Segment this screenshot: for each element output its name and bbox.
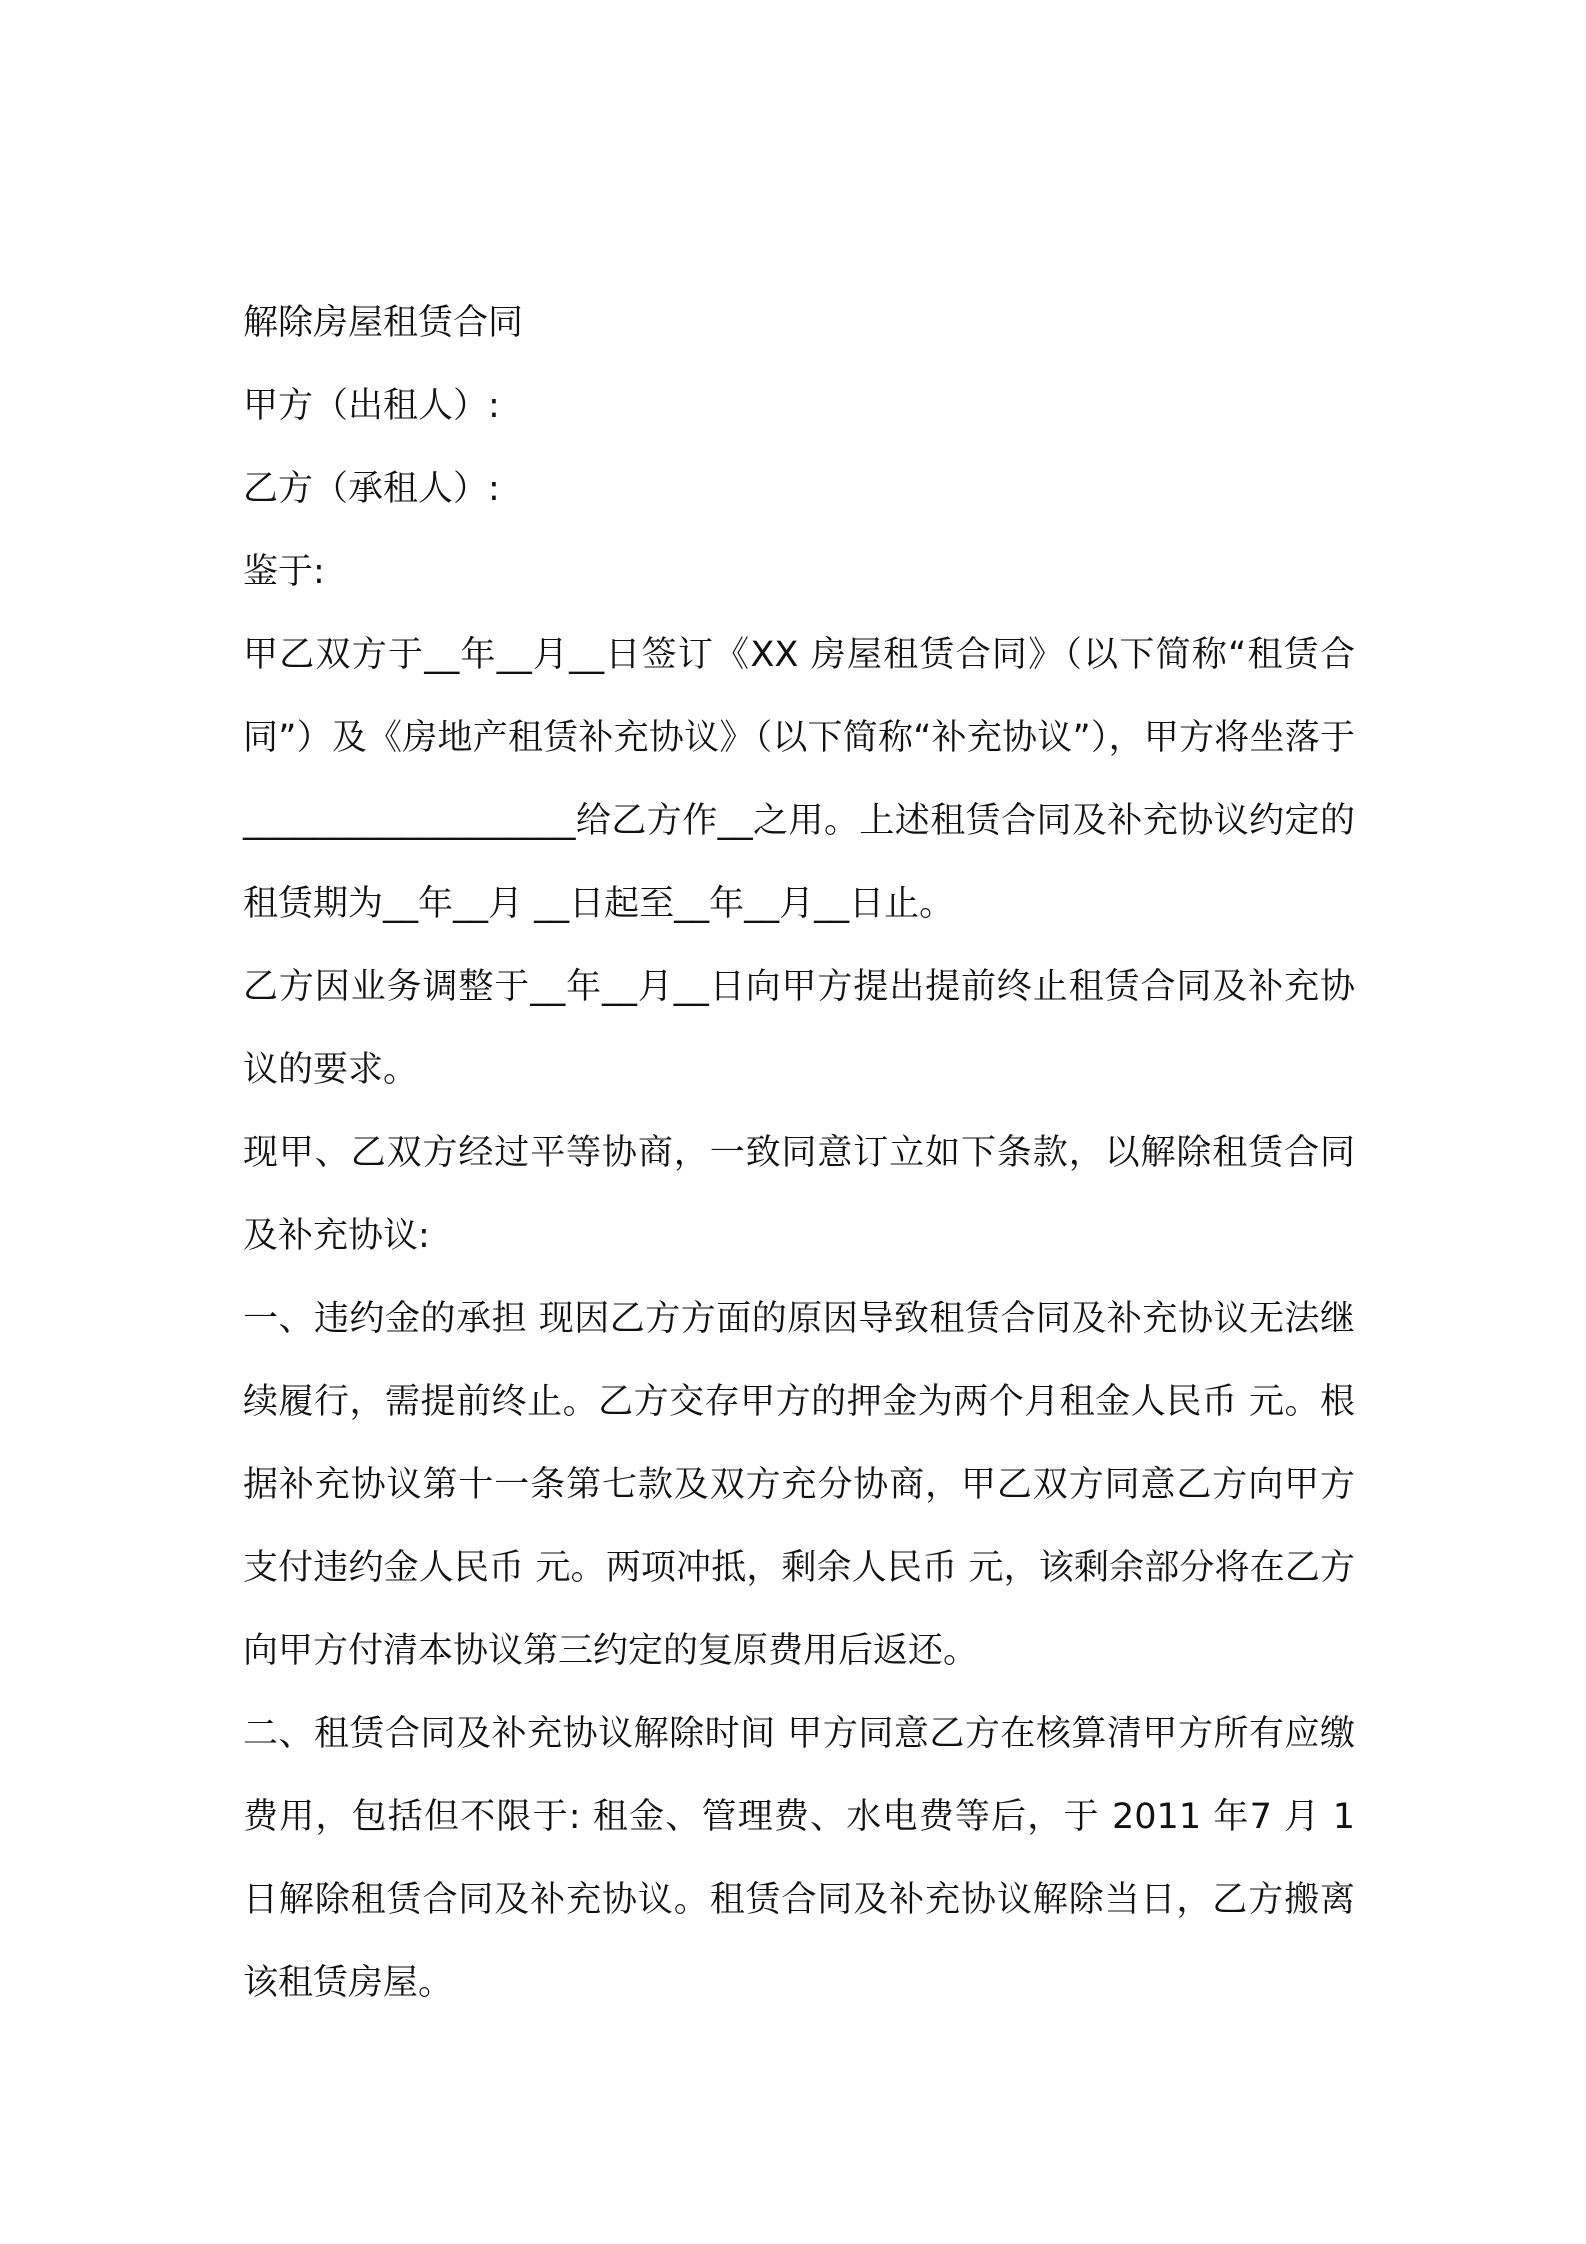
party-b-line: 乙方（承租人）: <box>243 469 500 509</box>
whereas-line: 鉴于: <box>243 552 325 592</box>
paragraph-agreement-intro: 现甲、乙双方经过平等协商，一致同意订立如下条款，以解除租赁合同及补充协议: <box>243 1133 1355 1256</box>
document-body <box>243 282 1355 2025</box>
party-a-line: 甲方（出租人）: <box>243 386 500 426</box>
paragraph-termination-request: 乙方因业务调整于__年__月__日向甲方提出提前终止租赁合同及补充协议的要求。 <box>243 967 1355 1090</box>
document-title: 解除房屋租赁合同 <box>243 303 524 343</box>
paragraph-background: 甲乙双方于__年__月__日签订《XX 房屋租赁合同》（以下简称“租赁合同”）及《房地产租赁补充协议》（以下简称“补充协议”），甲方将坐落于___________________给乙方作__之用。上述租赁合同及补充协议约定的租赁期为__年__月 __日起至__年__月__日止。 <box>243 635 1355 924</box>
clause-two-termination-date: 二、租赁合同及补充协议解除时间 甲方同意乙方在核算清甲方所有应缴费用，包括但不限于: 租金、管理费、水电费等后，于 2011 年7 月 1 日解除租赁合同及补充协议。租赁合同及补充协议解除当日，乙方搬离该租赁房屋。 <box>243 1714 1355 2003</box>
clause-one-penalty: 一、违约金的承担 现因乙方方面的原因导致租赁合同及补充协议无法继续履行，需提前终止。乙方交存甲方的押金为两个月租金人民币 元。根据补充协议第十一条第七款及双方充分协商，甲乙双方同意乙方向甲方支付违约金人民币 元。两项冲抵，剩余人民币 元，该剩余部分将在乙方向甲方付清本协议第三约定的复原费用后返还。 <box>243 1299 1355 1671</box>
